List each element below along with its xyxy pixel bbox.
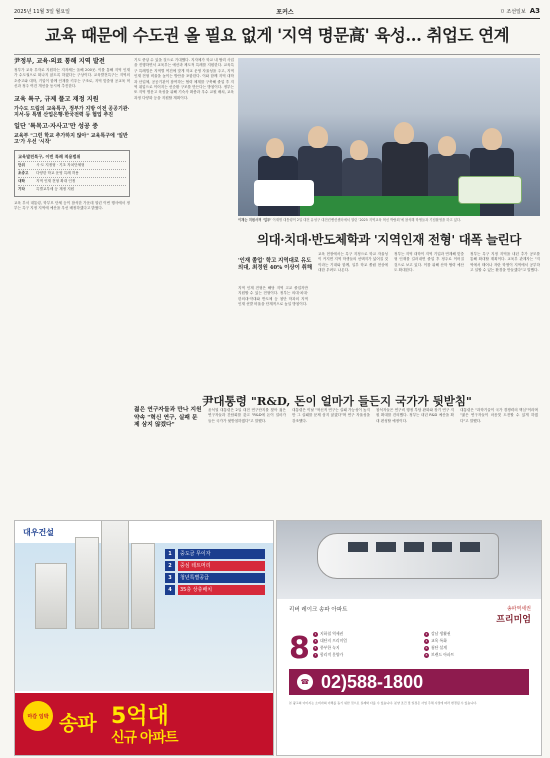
left-subhead-2b: 가수도 드림의 교육특구, 정부가 지방 이전 공공기관·지서·등 특별 산업은행·한국전력 등 협업 추진: [14, 105, 130, 119]
ad-feature: 5 풍부한 녹지: [314, 645, 340, 650]
section-2-col-1: 지역 인재 전형은 해당 지역 고교 졸업자만 지원할 수 있는 전형이다. 정부는 의대·치대·한의대·약대와 반도체 등 첨단 학과의 지역 인재 선발 비율을 단계적으로 높일 방침이다.: [238, 286, 308, 307]
ad-feature: 4 교육 특화: [425, 638, 447, 643]
main-headline: 교육 때문에 수도권 올 필요 없게 '지역 명문高' 육성… 취업도 연계: [44, 26, 510, 45]
ad-banner: [15, 693, 273, 755]
info-box-title: 교육발전특구, 이번 특례 적용범위: [18, 154, 81, 159]
divider: [14, 54, 540, 55]
ad-brand: 대우건설: [23, 528, 54, 537]
left-body: 정부가 교육 투자로 지원하는 지자체는 올해 200곳. 이를 통해 지역 인재가 수도권으로 떠나지 않도록 하겠다는 구상이다. 교육발전특구는 지역의 초중고와 대학, 기업이 함께 인재를 키우는 구조로, 지역 맞춤형 공교육 혁신과 정주 여건 개선을 동시에 추진한다.: [14, 68, 130, 89]
section-3-col-4: 대통령은 "과학기술이 국가 경쟁력의 핵심"이라며 "젊은 연구자들이 마음껏 도전할 수 있게 하겠다"고 말했다.: [460, 408, 538, 423]
ad-ribbon-b: 프리미엄: [496, 615, 531, 625]
left-subhead: 尹정부, 교육·의료 통해 지역 발전: [14, 58, 105, 65]
left-body-2: 교육 부서 대통령, 학부모 단체 등이 참석한 가운데 열린 이번 행사에서 정부는 특구 지정 지역에 예산을 우선 배정하겠다고 밝혔다.: [14, 201, 130, 211]
ad-feature: 6 첨단 설계: [425, 645, 447, 650]
info-key: 초중고: [18, 171, 29, 175]
photo-caption: [238, 218, 540, 223]
page-header: [14, 4, 540, 19]
ad-train: [317, 533, 499, 579]
ad-point: 2 중심 테트머리: [165, 561, 265, 571]
info-row: [18, 185, 126, 193]
info-key: 대학: [18, 179, 25, 183]
photo-sign-right: [458, 176, 522, 204]
photo-sign-left: [254, 180, 314, 206]
ad-feature: 3 대단지 프리미엄: [314, 638, 347, 643]
info-box: [14, 150, 130, 197]
ad-feature-list: [313, 631, 529, 658]
ad-feature: 7 합리적 분양가: [314, 652, 344, 657]
section-name: 포커스: [276, 8, 294, 16]
ad-fine-print: 본 광고의 이미지는 소비자의 이해를 돕기 위한 것으로 실제와 다를 수 있습니다. 분양 조건 및 일정은 사업 주체 사정에 따라 변경될 수 있습니다.: [289, 701, 478, 705]
section-2-subhead: '인재 졸업' 학고 지역대로 유도 의대, 최정원 40% 이상이 취해: [238, 258, 313, 271]
section-2-col-2: 교육 현장에서는 특구 지정으로 학교 자율성이 커지면 지역 학생들의 선택지가 넓어질 것이라는 기대와 함께, 일부 학교 쏠림 현상에 대한 우려도 나온다.: [318, 252, 388, 273]
ad-right: [276, 520, 542, 756]
section-3-headline: 尹대통령 "R&D, 돈이 얼마가 들든지 국가가 뒷받침": [202, 394, 472, 408]
photo-banner: [300, 196, 480, 216]
ad-banner-a: 송파: [59, 711, 96, 735]
section-3-col-2: 대통령은 이날 "혁신적 연구는 실패 가능성이 높지만 그 실패를 문제 삼지 않겠다"며 연구 자율성을 강조했다.: [292, 408, 370, 423]
ad-ribbon: [461, 605, 531, 625]
left-subhead-3: 일단 '특목고·자사고'만 성공 중: [14, 122, 99, 130]
info-row: [18, 169, 126, 177]
news-photo: [238, 58, 540, 216]
left-column: [14, 58, 130, 212]
ad-points: [165, 549, 265, 597]
caption-text: 이재명 대통령이 2일 대전 유성구 대전컨벤션센터에서 열린 ‘2025 지역교육 혁신 박람회’에 참석해 학생들과 기념촬영을 하고 있다.: [272, 218, 462, 222]
section-3-col-3: 참석자들은 연구비 행정 부담 완화와 장기 연구 지원 확대를 건의했다. 정부는 내년 R&D 예산을 확대 편성할 예정이다.: [376, 408, 454, 423]
ad-point: 4 35층 상층배치: [165, 585, 265, 595]
section-2-col-4: 정부는 특구 지정 지역을 내년 추가 공모를 통해 확대할 계획이다. 교육부 관계자는 "지역에서 태어나 자란 학생이 지역에서 공부하고 일할 수 있는 환경을 만들겠다"고 말했다.: [470, 252, 540, 273]
ad-feature: 8 브랜드 아파트: [425, 652, 455, 657]
ad-metro-photo: [277, 521, 541, 599]
ad-feature: 1 지하철 역세권: [314, 631, 344, 636]
ad-banner-b: 5억대: [111, 704, 169, 729]
info-val: 지역 인재 전형 확대 인정: [36, 179, 76, 183]
ad-big-number: 8: [289, 631, 310, 666]
info-row: [18, 177, 126, 185]
ad-point: 3 청년특별공급: [165, 573, 265, 583]
section-2-headline: 의대·치대·반도체학과 '지역인재 전형' 대폭 늘린다: [256, 232, 522, 247]
ad-left: [14, 520, 274, 756]
left-subhead-2: 교육 특구, 규제 풀고 재정 지원: [14, 95, 99, 103]
section-2-col-3: 정부는 지역 대학이 지역 기업과 연계해 맞춤형 인재를 길러내면 졸업 후 정주로 이어질 것으로 보고 있다. 이를 위해 산학 협력 예산도 확대한다.: [394, 252, 464, 273]
ad-ribbon-a: 송파역세권: [506, 606, 531, 612]
left-subhead-3b: 교육부 "그런 학교 추가하지 않아" 교육특구에 '일반고'가 우선 '시작': [14, 132, 128, 146]
ad-feature: 2 강남 생활권: [425, 631, 451, 636]
phone-icon: ☎: [297, 674, 313, 690]
page-number: A3: [529, 7, 540, 15]
header-right: [500, 7, 540, 15]
caption-label: 이재는 지원사격 ‘업무’: [238, 218, 272, 222]
issue-date: 2025년 11월 3일 월요일: [14, 8, 71, 15]
info-key: 단위: [18, 163, 25, 167]
info-val: 시·도 지정형 · 기초 자치단체형: [36, 163, 85, 167]
ad-phone-number: 02)588-1800: [321, 671, 424, 692]
paper-name: ㅁ 조선일보: [499, 8, 526, 15]
ad-banner-c: 신규 아파트: [111, 730, 178, 746]
section-3-subhead: 젊은 연구자들과 만나 지원 약속 "혁신 연구, 실패 문제 삼지 않겠다": [134, 407, 202, 428]
ad-right-headline: 리버 레이크 송파 아파트: [289, 607, 348, 613]
ad-tag: 마감 임박: [23, 701, 53, 731]
info-key: 기타: [18, 187, 25, 191]
info-val: 특별교부세 등 재정 지원: [36, 187, 75, 191]
info-val: 다양한 학교 운영 특례 허용: [36, 171, 79, 175]
section-3-col-1: 윤석열 대통령은 2일 대전 연구단지를 찾아 젊은 연구자들과 간담회를 갖고 "R&D에 돈이 얼마가 들든 국가가 뒷받침하겠다"고 말했다.: [208, 408, 286, 423]
second-column: 기도 중앙 수 있을 것으로 기대했다. 지자체가 학교 내 협력 사업을 진행하면서 교육부는 예산과 제도적 특례를 지원한다. 교육특구 특례법은 지역별 여건에 맞게 학교 운영 자율성을 주고, 지역 인재 전형 비율을 높이는 방안을 포함한다. 이와 함께 지역 대학과 산업체, 공공기관이 참여하는 협력 체계를 구축해 졸업 후 지역 취업으로 이어지는 선순환 구조를 만든다는 방침이다. 정부는 또 지역 명문고 육성을 위해 기숙사 확충과 우수 교원 배치, 교육과정 다양화 등을 지원할 계획이다.: [134, 58, 234, 100]
ad-phone-bar: [289, 669, 529, 695]
ad-point: 1 중도금 무이자: [165, 549, 265, 559]
info-row: [18, 161, 126, 169]
